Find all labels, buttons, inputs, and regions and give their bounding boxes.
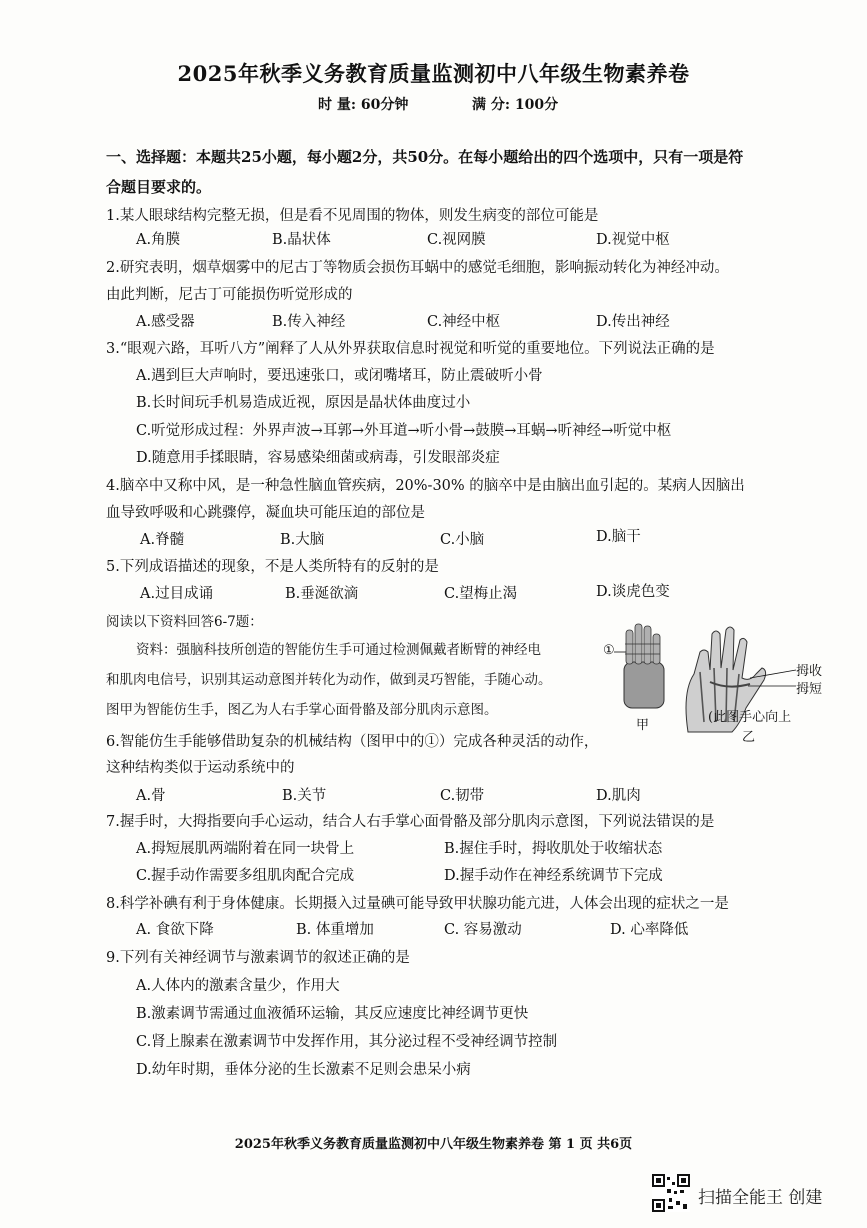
reading-line-3: 图甲为智能仿生手，图乙为人右手掌心面骨骼及部分肌肉示意图。 <box>106 702 498 718</box>
figure-label-yi: 乙 <box>742 730 756 745</box>
question-8-option-d: D. 心率降低 <box>610 922 689 938</box>
question-9-option-b: B.激素调节需通过血液循环运输，其反应速度比神经调节更快 <box>136 1006 529 1022</box>
question-9-option-c: C.肾上腺素在激素调节中发挥作用，其分泌过程不受神经调节控制 <box>136 1034 558 1050</box>
question-3-stem: 3.“眼观六路，耳听八方”阐释了人从外界获取信息时视觉和听觉的重要地位。下列说法正确的是 <box>106 341 715 357</box>
question-3-option-d: D.随意用手揉眼睛，容易感染细菌或病毒，引发眼部炎症 <box>136 450 500 466</box>
section-heading-line2: 合题目要求的。 <box>106 178 212 196</box>
question-2-option-a: A.感受器 <box>136 314 195 330</box>
question-2-stem-line1: 2.研究表明，烟草烟雾中的尼古丁等物质会损伤耳蜗中的感觉毛细胞，影响振动转化为神经冲动。 <box>106 260 729 276</box>
reading-intro: 阅读以下资料回答6-7题： <box>106 614 263 630</box>
question-7-stem: 7.握手时，大拇指要向手心运动，结合人右手掌心面骨骼及部分肌肉示意图，下列说法错误的是 <box>106 814 715 830</box>
question-1-option-d: D.视觉中枢 <box>596 232 670 248</box>
question-2-stem-line2: 由此判断，尼古丁可能损伤听觉形成的 <box>106 287 353 303</box>
question-9-option-a: A.人体内的激素含量少，作用大 <box>136 978 340 994</box>
bionic-hand-illustration <box>614 624 664 708</box>
question-4-stem-line1: 4.脑卒中又称中风，是一种急性脑血管疾病，20%-30% 的脑卒中是由脑出血引起的。某病人因脑出 <box>106 478 745 494</box>
figure-label-muscle-2: 拇短 <box>796 682 823 697</box>
question-5-stem: 5.下列成语描述的现象，不是人类所特有的反射的是 <box>106 559 439 575</box>
question-8-stem: 8.科学补碘有利于身体健康。长期摄入过量碘可能导致甲状腺功能亢进，人体会出现的症状之一是 <box>106 896 729 912</box>
question-9-option-d: D.幼年时期，垂体分泌的生长激素不足则会患呆小病 <box>136 1062 471 1078</box>
question-8-option-b: B. 体重增加 <box>296 922 374 938</box>
question-6-stem-line1: 6.智能仿生手能够借助复杂的机械结构（图甲中的①）完成各种灵活的动作， <box>106 734 599 750</box>
question-6-option-c: C.韧带 <box>440 788 485 804</box>
question-4-option-c: C.小脑 <box>440 532 485 548</box>
question-1-option-b: B.晶状体 <box>272 232 331 248</box>
question-4-option-b: B.大脑 <box>280 532 325 548</box>
reading-line-1: 资料：强脑科技所创造的智能仿生手可通过检测佩戴者断臂的神经电 <box>136 642 541 658</box>
question-3-option-b: B.长时间玩手机易造成近视，原因是晶状体曲度过小 <box>136 395 471 411</box>
question-6-option-d: D.肌肉 <box>596 788 641 804</box>
question-8-option-c: C. 容易激动 <box>444 922 522 938</box>
question-7-option-b: B.握住手时，拇收肌处于收缩状态 <box>444 841 663 857</box>
page-title: 2025年秋季义务教育质量监测初中八年级生物素养卷 <box>177 61 690 86</box>
question-7-option-d: D.握手动作在神经系统调节下完成 <box>444 868 663 884</box>
exam-duration: 时 量: 60分钟 <box>318 97 409 113</box>
figure-caption: (此图手心向上 <box>708 710 792 725</box>
question-5-option-b: B.垂涎欲滴 <box>285 586 359 602</box>
question-3-option-a: A.遇到巨大声响时，要迅速张口，或闭嘴堵耳，防止震破听小骨 <box>136 368 543 384</box>
question-9-stem: 9.下列有关神经调节与激素调节的叙述正确的是 <box>106 950 410 966</box>
question-6-stem-line2: 这种结构类似于运动系统中的 <box>106 760 295 776</box>
figure-label-jia: 甲 <box>636 718 650 733</box>
question-2-option-d: D.传出神经 <box>596 314 670 330</box>
question-4-stem-line2: 血导致呼吸和心跳骤停，凝血块可能压迫的部位是 <box>106 505 425 521</box>
figure-label-muscle-1: 拇收 <box>796 664 823 679</box>
question-7-option-a: A.拇短展肌两端附着在同一块骨上 <box>136 841 355 857</box>
question-4-option-d: D.脑干 <box>596 529 641 545</box>
figure-marker-1: ① <box>603 643 615 658</box>
question-4-option-a: A.脊髓 <box>140 532 185 548</box>
question-1-option-c: C.视网膜 <box>427 232 486 248</box>
question-5-option-d: D.谈虎色变 <box>596 584 670 600</box>
section-heading-line1: 一、选择题：本题共25小题，每小题2分，共50分。在每小题给出的四个选项中，只有一项是符 <box>106 148 744 166</box>
exam-full-score: 满 分: 100分 <box>472 97 559 113</box>
question-7-option-c: C.握手动作需要多组肌肉配合完成 <box>136 868 355 884</box>
scanner-watermark: 扫描全能王 创建 <box>698 1188 823 1208</box>
question-5-option-c: C.望梅止渴 <box>444 586 518 602</box>
question-5-option-a: A.过目成诵 <box>140 586 214 602</box>
question-1-option-a: A.角膜 <box>136 232 181 248</box>
question-2-option-c: C.神经中枢 <box>427 314 501 330</box>
question-8-option-a: A. 食欲下降 <box>136 922 214 938</box>
question-6-option-a: A.骨 <box>136 788 166 804</box>
page-footer: 2025年秋季义务教育质量监测初中八年级生物素养卷 第 1 页 共6页 <box>234 1137 633 1152</box>
question-2-option-b: B.传入神经 <box>272 314 346 330</box>
question-1-stem: 1.某人眼球结构完整无损，但是看不见周围的物体，则发生病变的部位可能是 <box>106 208 599 224</box>
qr-code-icon <box>652 1174 690 1212</box>
reading-line-2: 和肌肉电信号，识别其运动意图并转化为动作，做到灵巧智能，手随心动。 <box>106 672 552 688</box>
question-3-option-c: C.听觉形成过程：外界声波→耳郭→外耳道→听小骨→鼓膜→耳蜗→听神经→听觉中枢 <box>136 423 672 439</box>
question-6-option-b: B.关节 <box>282 788 327 804</box>
